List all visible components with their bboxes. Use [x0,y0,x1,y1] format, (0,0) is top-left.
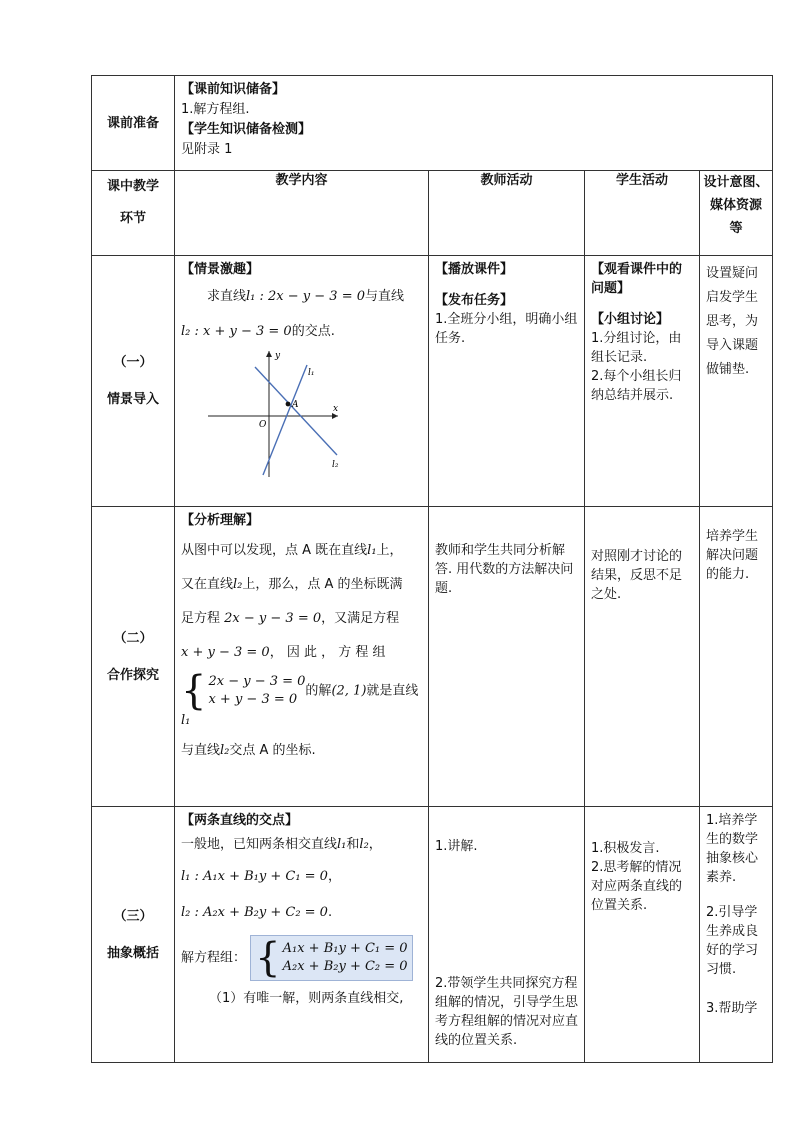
prep-line-1: 1.解方程组. [181,102,250,117]
section-2-teacher: 教师和学生共同分析解答. 用代数的方法解决问题. [429,507,585,807]
prep-heading-2: 【学生知识储备检测】 [181,122,312,137]
section-1-student [585,256,700,507]
header-stage: 课中教学 环节 [92,171,175,256]
section-2-content: 【分析理解】 从图中可以发现，点 A 既在直线l₁上， 又在直线l₂上，那么，点 A 的坐标既满 足方程 2x − y − 3 = 0，又满足方程 x + y − 3 = 0， 因 此 ， 方 程 组 { 2x − y − 3 = 0 x + y − 3 = 0 的解(2, 1)就是直线l₁ 与直线l₂交点 A 的坐标. [175,507,429,807]
section-3-label: （三） 抽象概括 [92,807,175,1063]
teacher-heading-play: 【播放课件】 [435,262,514,277]
axis-y-label: y [275,351,281,361]
section-1-content [175,256,429,507]
teacher-text-1: 1.全班分小组，明确小组任务. [435,312,578,346]
prep-line-2: 见附录 1 [181,142,233,157]
header-content: 教学内容 [175,171,429,256]
equation-system: { 2x − y − 3 = 0 x + y − 3 = 0 [181,668,306,714]
section-3-row [92,807,773,1063]
intersection-graph [203,347,343,479]
section-1-label: （一） 情景导入 [92,256,175,507]
section-3-intent: 1.培养学生的数学抽象核心素养. 2.引导学生养成良好的学习习惯. 3.帮助学 [700,807,773,1063]
lesson-table [91,75,773,1063]
point-a-label: A [292,400,299,410]
teacher-heading-task: 【发布任务】 [435,293,514,308]
section-1-heading: 【情景激趣】 [181,262,260,277]
prep-label: 课前准备 [92,76,175,171]
question-line-2: l₂ : x + y − 3 = 0的交点. [181,324,335,339]
section-3-teacher: 1.讲解. 2.带领学生共同探究方程组解的情况，引导学生思考方程组解的情况对应直线的位置关系. [429,807,585,1063]
header-teacher: 教师活动 [429,171,585,256]
prep-row [92,76,773,171]
student-heading-discuss: 【小组讨论】 [591,312,670,327]
line-l2 [255,367,337,455]
prep-heading-1: 【课前知识储备】 [181,82,286,97]
section-1-row [92,256,773,507]
section-2-heading: 【分析理解】 [181,513,260,528]
line-l1-label: l₁ [308,368,315,378]
question-line-1: 求直线l₁ : 2x − y − 3 = 0与直线 [207,289,405,304]
lesson-plan-sheet [91,75,772,1063]
student-heading-watch: 【观看课件中的问题】 [591,262,683,296]
general-equation-system: { A₁x + B₁y + C₁ = 0 A₂x + B₂y + C₂ = 0 [250,935,412,981]
point-a [286,402,291,407]
section-1-intent: 设置疑问启发学生思考，为导入课题做铺垫. [700,256,773,507]
prep-content [175,76,773,171]
student-text-1: 1.分组讨论，由组长记录. [591,331,682,365]
section-2-student: 对照刚才讨论的结果，反思不足之处. [585,507,700,807]
line-l1 [263,365,307,475]
section-2-label: （二） 合作探究 [92,507,175,807]
section-2-row [92,507,773,807]
section-2-intent: 培养学生解决问题的能力. [700,507,773,807]
student-text-2: 2.每个小组长归纳总结并展示. [591,369,682,403]
header-row [92,171,773,256]
header-intent: 设计意图、 媒体资源 等 [700,171,773,256]
section-3-heading: 【两条直线的交点】 [181,813,299,828]
line-l2-label: l₂ [332,460,339,470]
origin-label: O [259,420,267,430]
section-1-teacher [429,256,585,507]
section-3-student: 1.积极发言. 2.思考解的情况对应两条直线的位置关系. [585,807,700,1063]
axis-x-label: x [333,404,339,414]
section-3-content: 【两条直线的交点】 一般地，已知两条相交直线l₁和l₂， l₁ : A₁x + B₁y + C₁ = 0， l₂ : A₂x + B₂y + C₂ = 0. 解方程组： { A₁x + B₁y + C₁ = 0 A₂x + B₂y + C₂ = 0 （1）有唯一解，则两条直线相交, [175,807,429,1063]
header-student: 学生活动 [585,171,700,256]
